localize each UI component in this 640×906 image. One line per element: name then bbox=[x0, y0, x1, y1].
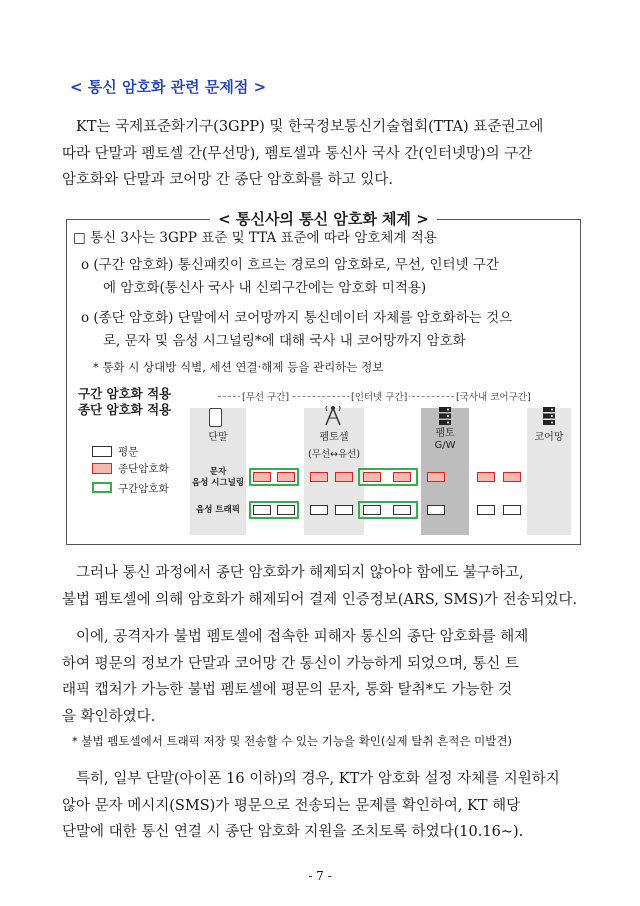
paragraph-line: 단말에 대한 통신 연결 시 종단 암호화 지원을 조치토록 하였다(10.16~). bbox=[62, 824, 524, 840]
packet-e2e bbox=[335, 472, 353, 482]
paragraph-line: 래픽 캡처가 가능한 불법 펨토셀에 평문의 문자, 통화 탈취*도 가능한 것 bbox=[62, 682, 513, 698]
packet-plain bbox=[393, 505, 411, 515]
packet-plain bbox=[503, 505, 521, 515]
packet-e2e bbox=[253, 472, 271, 482]
packet-e2e bbox=[310, 472, 328, 482]
paragraph-line: KT는 국제표준화기구(3GPP) 및 한국정보통신기술협회(TTA) 표준권고에 bbox=[76, 119, 544, 135]
node-label-gw: 펨토 G/W bbox=[434, 428, 456, 451]
paragraph-line: 암호화와 단말과 코어망 간 종단 암호화를 하고 있다. bbox=[62, 172, 394, 188]
paragraph-line: 특히, 일부 단말(아이폰 16 이하)의 경우, KT가 암호화 설정 자체를 지원하지 bbox=[76, 771, 560, 787]
legend-label: 구간암호화 bbox=[118, 483, 169, 495]
paragraph-line: 을 확인하였다. bbox=[62, 708, 156, 725]
packet-e2e bbox=[477, 472, 495, 482]
box-line: o (구간 암호화) 통신패킷이 흐르는 경로의 암호화로, 무선, 인터넷 구간 bbox=[81, 257, 499, 273]
paragraph-iphone bbox=[62, 766, 582, 846]
packet-e2e bbox=[393, 472, 411, 482]
packet-plain bbox=[335, 505, 353, 515]
packet-plain bbox=[253, 505, 271, 515]
paragraph-intro bbox=[62, 114, 582, 194]
paragraph-line: 따라 단말과 펨토셀 간(무선망), 펨토셀과 통신사 국사 간(인터넷망)의 구간 bbox=[62, 145, 533, 162]
server-icon bbox=[542, 406, 556, 426]
box-footnote: * 통화 시 상대방 식별, 세션 연결·해제 등을 관리하는 정보 bbox=[93, 360, 384, 374]
server-icon bbox=[438, 406, 452, 426]
page-number: - 7 - bbox=[308, 869, 332, 883]
paragraph-line: 이에, 공격자가 불법 펨토셀에 접속한 피해자 통신의 종단 암호화를 해제 bbox=[76, 629, 529, 645]
paragraph-line: 그러나 통신 과정에서 종단 암호화가 해제되지 않아야 함에도 불구하고, bbox=[76, 565, 524, 581]
packet-e2e bbox=[363, 472, 381, 482]
segment-label: [인터넷 구간] bbox=[349, 389, 409, 403]
box-title: < 통신사의 통신 암호화 체계 > bbox=[67, 208, 580, 229]
legend-swatch-plain bbox=[92, 446, 112, 457]
node-label-core: 코어망 bbox=[534, 432, 564, 443]
packet-plain bbox=[477, 505, 495, 515]
box-line: o (종단 암호화) 단말에서 코어망까지 통신데이터 자체를 암호화하는 것으 bbox=[81, 310, 513, 326]
legend-swatch-segment bbox=[92, 482, 112, 493]
antenna-tower-icon bbox=[322, 404, 344, 426]
paragraph-line: 불법 펨토셀에 의해 암호화가 해제되어 결제 인증정보(ARS, SMS)가 전송되었다. bbox=[62, 591, 578, 608]
legend-label: 평문 bbox=[118, 446, 139, 458]
box-line: □ 통신 3사는 3GPP 표준 및 TTA 표준에 따라 암호체계 적용 bbox=[73, 230, 437, 246]
footnote: * 불법 펨토셀에서 트래픽 저장 및 전송할 수 있는 기능을 확인(실제 탈취 흔적은 미발견) bbox=[72, 734, 512, 748]
packet-e2e bbox=[503, 472, 521, 482]
paragraph-problem bbox=[62, 560, 582, 613]
paragraph-finding bbox=[62, 624, 582, 730]
section-title: < 통신 암호화 관련 문제점 > bbox=[70, 78, 267, 96]
node-label-device: 단말 bbox=[208, 432, 228, 443]
legend-label: 종단암호화 bbox=[118, 463, 169, 475]
row-label-traffic: 음성 트래픽 bbox=[195, 505, 240, 515]
box-line: 에 암호화(통신사 국사 내 신뢰구간에는 암호화 미적용) bbox=[103, 280, 427, 296]
packet-plain bbox=[310, 505, 328, 515]
packet-plain bbox=[427, 505, 445, 515]
paragraph-line: 하여 평문의 정보가 단말과 코어망 간 통신이 가능하게 되었으며, 통신 트 bbox=[62, 655, 519, 672]
legend-swatch-e2e bbox=[92, 463, 112, 474]
diagram-heading: 구간 암호화 적용 종단 암호화 적용 bbox=[78, 386, 172, 417]
packet-e2e bbox=[277, 472, 295, 482]
box-line: 로, 문자 및 음성 시그널링*에 대해 국사 내 코어망까지 암호화 bbox=[103, 333, 466, 349]
segment-label: [무선 구간] bbox=[240, 389, 291, 403]
packet-e2e bbox=[427, 472, 445, 482]
packet-plain bbox=[277, 505, 295, 515]
packet-plain bbox=[363, 505, 381, 515]
phone-icon bbox=[209, 408, 222, 427]
paragraph-line: 않아 문자 메시지(SMS)가 평문으로 전송되는 문제를 확인하여, KT 해당 bbox=[62, 797, 521, 814]
row-label-signaling: 문자 음성 시그널링 bbox=[191, 467, 245, 488]
node-label-femtocell: 펨토셀 bbox=[319, 432, 349, 443]
segment-label: [국사내 코어구간] bbox=[454, 389, 533, 403]
node-sublabel-femtocell: (무선↔유선) bbox=[307, 449, 361, 460]
